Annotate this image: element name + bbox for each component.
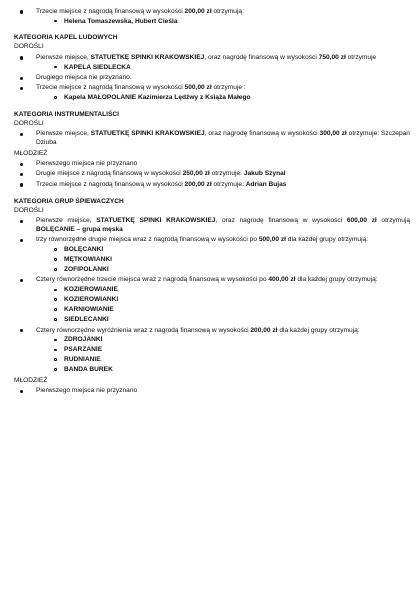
winner-item: SIEDLECANKI [36,316,410,325]
section [14,34,410,103]
list-item [14,327,410,376]
item-text: Pierwsze miejsce, STATUETKĘ SPINKI KRAKOWSKIEJ, oraz nagrodę finansową w wysokości 750,00 zł otrzymuje [36,53,377,61]
winner-item: KOZIEROWIANKI [36,296,410,305]
winner-item: KARNIOWIANIE [36,306,410,315]
item-text: Drugie miejsce z nagrodą finansową w wysokości 250,00 zł otrzymuje: Jakub Szynal [36,170,286,178]
group-label: DOROŚLI [14,206,44,214]
list-item [14,54,410,73]
winner-item: PSARZANIE [36,346,410,355]
award-list [14,217,410,375]
winners-list [36,336,410,375]
top-list [14,8,410,27]
winner-item: Helena Tomaszewska, Hubert Cieśla [36,18,410,27]
winners-list [36,286,410,325]
award-list [14,54,410,104]
sections-container [14,34,410,396]
list-item [14,276,410,325]
winners-list [36,18,410,27]
section-heading: KATEGORIA INSTRUMENTALIŚCI [14,111,120,119]
winner-item: RUDNIANIE [36,356,410,365]
item-text: Pierwszego miejsca nie przyznano [36,160,138,168]
item-text: Pierwsze miejsce, STATUETKĘ SPINKI KRAKOWSKIEJ, oraz nagrodę finansową w wysokości 300,00 zł otrzymuje: Szczepan Dziuba [36,130,410,147]
list-item [14,236,410,275]
winners-list [36,64,410,73]
winner-item: KOZIEROWIANIE [36,286,410,295]
list-item [14,74,410,83]
section [14,111,410,190]
item-text: Cztery równorzędne wyróżnienia wraz z nagrodą finansową w wysokości 200,00 zł dla każdej grupy otrzymują: [36,326,360,334]
group-label: DOROŚLI [14,119,44,127]
section [14,198,410,396]
list-item [14,217,410,235]
list-item [14,387,410,396]
winner-item: KAPELA SIEDLECKA [36,64,410,73]
list-item [14,170,410,179]
group-label: MŁODZIEŻ [14,149,48,157]
award-list [14,130,410,148]
winner-item: BANDA BUREK [36,366,410,375]
award-list [14,387,410,396]
list-item [14,181,410,190]
list-item [14,84,410,103]
list-item [14,160,410,169]
section-heading: KATEGORIA KAPEL LUDOWYCH [14,34,118,42]
document-content [14,6,410,397]
item-text: Cztery równorzędne trzecie miejsca wraz z nagrodą finansową w wysokości po 400,00 zł dla każdej grupy otrzymują: [36,276,378,284]
item-text: trzy równorzędne drugie miejsca wraz z nagrodą finansową w wysokości po 500,00 zł dla każdej grupy otrzymują: [36,236,369,244]
winner-item: ZOFIPOLANKI [36,266,410,275]
winner-item: MĘTKOWIANKI [36,256,410,265]
item-text: Drugiego miejsca nie przyznano. [36,73,132,81]
section-heading: KATEGORIA GRUP ŚPIEWACZYCH [14,197,124,205]
item-text: Trzecie miejsce z nagrodą finansową w wysokości 200,00 zł otrzymuje: Adrian Bujas [36,180,287,188]
top-section [14,8,410,27]
list-item [14,130,410,148]
winners-list [36,246,410,275]
item-text: Trzecie miejsce z nagrodą finansową w wysokości 200,00 zł otrzymują: [36,7,244,15]
award-list [14,160,410,190]
winners-list [36,94,410,103]
item-text: Trzecie miejsce z nagrodą finansową w wysokości 500,00 zł otrzymuje : [36,84,246,92]
item-text: Pierwszego miejsca nie przyznano [36,387,138,395]
group-label: DOROŚLI [14,43,44,51]
winner-item: ZDROJANKI [36,336,410,345]
item-text: Pierwsze miejsce, STATUETKĘ SPINKI KRAKOWSKIEJ, oraz nagrodę finansową w wysokości 600,00 zł otrzymują BOLĘCANIE – grupa męska [36,216,410,233]
group-label: MŁODZIEŻ [14,376,48,384]
winner-item: Kapela MAŁOPOLANIE Kazimierza Lędźwy z Książa Małego [36,94,410,103]
list-item [14,8,410,27]
winner-item: BOLĘCANKI [36,246,410,255]
